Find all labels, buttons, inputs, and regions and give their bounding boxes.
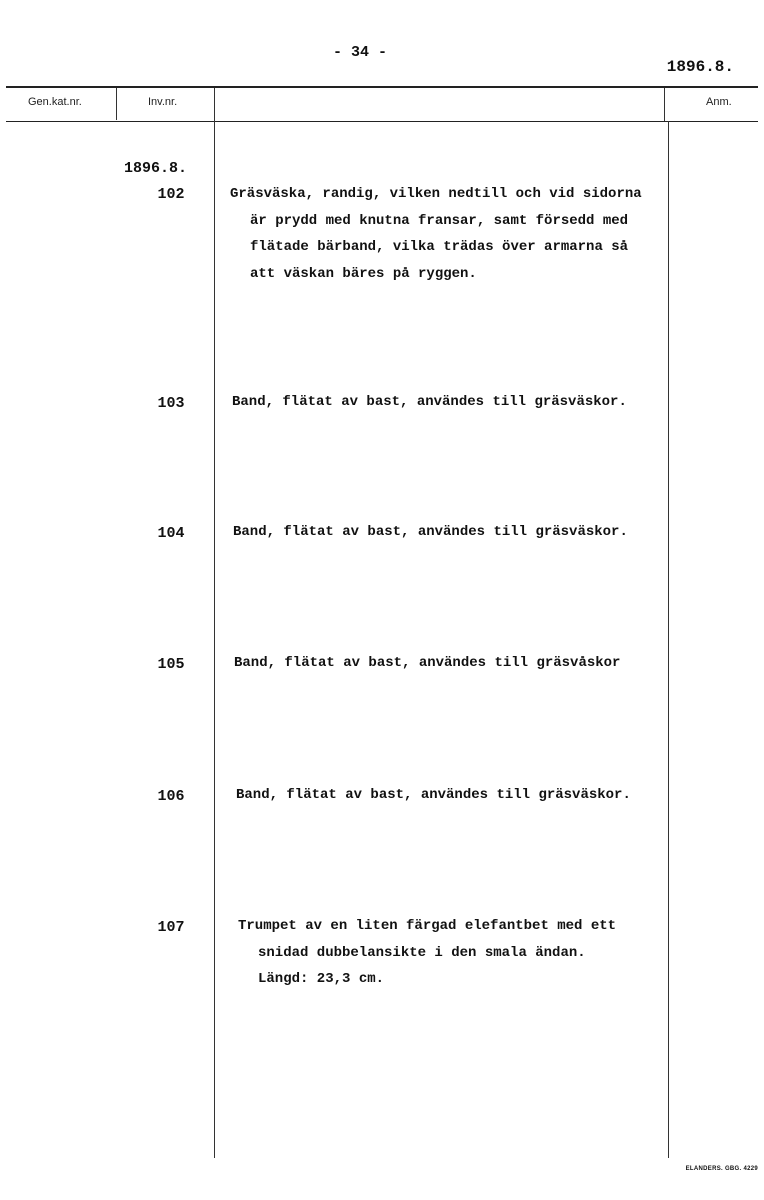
- column-divider-2: [214, 88, 215, 1158]
- entry-description: [233, 519, 673, 546]
- column-divider-1: [116, 88, 117, 120]
- printer-mark: ELANDERS. GBG. 4229: [685, 1166, 758, 1172]
- inventory-number: 105: [157, 656, 185, 673]
- description-line: Band, flätat av bast, användes till gräsvåskor: [234, 655, 621, 671]
- column-header-anm: Anm.: [706, 96, 732, 108]
- description-line: Trumpet av en liten färgad elefantbet med ett: [238, 918, 617, 934]
- column-divider-3-header: [664, 88, 665, 121]
- description-line: Gräsväska, randig, vilken nedtill och vid sidorna: [230, 186, 642, 202]
- inventory-number: 102: [157, 186, 185, 203]
- page-reference: 1896.8.: [666, 58, 734, 76]
- page-number: - 34 -: [332, 44, 387, 61]
- description-line: flätade bärband, vilka trädas över armarna så: [250, 239, 629, 255]
- inventory-number: 106: [157, 788, 185, 805]
- inventory-number: 103: [157, 395, 185, 412]
- entry-description: [238, 913, 678, 993]
- inventory-number: 107: [157, 919, 185, 936]
- description-line: Band, flätat av bast, användes till gräsväskor.: [233, 524, 628, 540]
- entry-description: [230, 181, 670, 287]
- column-header-gen-kat-nr: Gen.kat.nr.: [28, 96, 82, 108]
- accession-date-label: 1896.8.: [124, 160, 188, 177]
- header-top-rule: [6, 86, 758, 88]
- description-line: att väskan bäres på ryggen.: [250, 265, 477, 282]
- entry-description: [236, 782, 676, 809]
- column-header-inv-nr: Inv.nr.: [148, 96, 178, 108]
- header-bottom-rule: [6, 121, 758, 122]
- description-line: är prydd med knutna fransar, samt försedd med: [250, 212, 629, 229]
- inventory-number: 104: [157, 525, 185, 542]
- description-line: snidad dubbelansikte i den smala ändan.: [258, 944, 586, 961]
- description-line: Band, flätat av bast, användes till gräsväskor.: [232, 394, 627, 410]
- entry-description: [234, 650, 674, 677]
- description-line: Band, flätat av bast, användes till gräsväskor.: [236, 787, 631, 803]
- description-line: Längd: 23,3 cm.: [258, 971, 385, 987]
- entry-description: [232, 389, 672, 416]
